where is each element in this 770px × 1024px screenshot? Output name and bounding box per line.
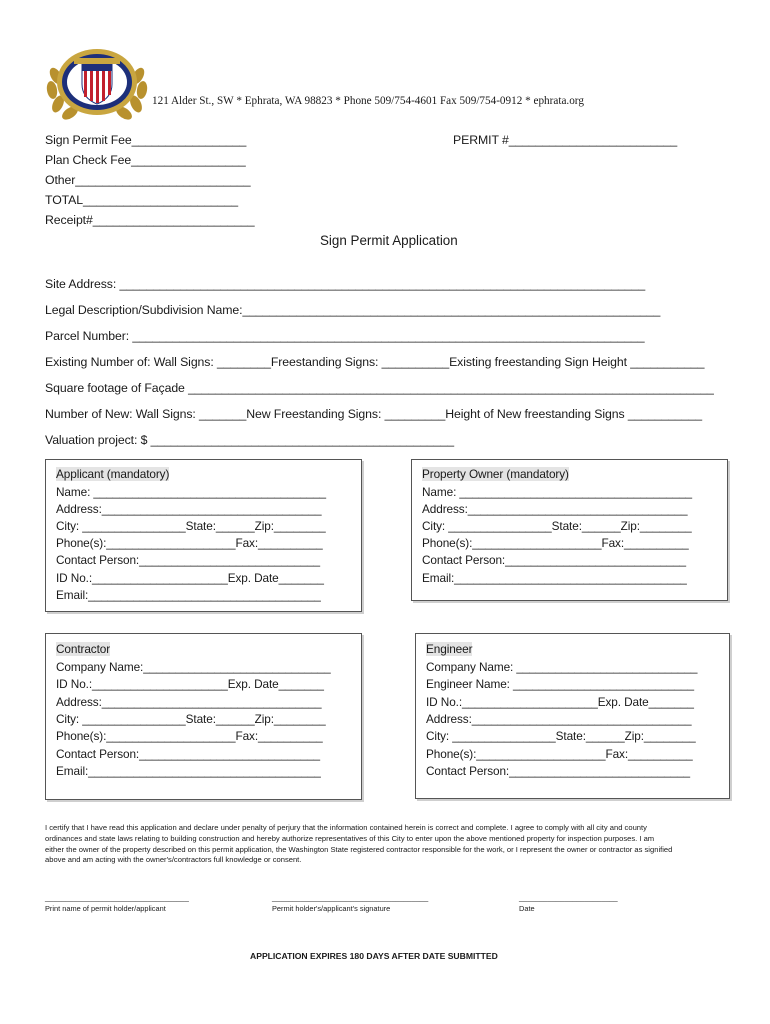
legal-description-field[interactable]: Legal Description/Subdivision Name:______________________________________________________________ — [45, 303, 661, 317]
owner-address-field[interactable]: Address:__________________________________ — [422, 502, 688, 516]
engineer-city-field[interactable]: City: ________________State:______Zip:________ — [426, 729, 696, 743]
engineer-name-field[interactable]: Engineer Name: ____________________________ — [426, 677, 694, 691]
engineer-address-field[interactable]: Address:__________________________________ — [426, 712, 692, 726]
contractor-city-field[interactable]: City: ________________State:______Zip:________ — [56, 712, 326, 726]
applicant-box — [45, 459, 362, 612]
owner-phone-field[interactable]: Phone(s):____________________Fax:__________ — [422, 536, 689, 550]
existing-signs-field[interactable]: Existing Number of: Wall Signs: ________Freestanding Signs: __________Existing freestanding Sign Height ___________ — [45, 355, 705, 369]
owner-contact-field[interactable]: Contact Person:____________________________ — [422, 553, 686, 567]
owner-name-field[interactable]: Name: ____________________________________ — [422, 485, 693, 499]
engineer-id-field[interactable]: ID No.:_____________________Exp. Date_______ — [426, 695, 694, 709]
header-address: 121 Alder St., SW * Ephrata, WA 98823 * Phone 509/754-4601 Fax 509/754-0912 * ephrata.org — [152, 95, 584, 107]
valuation-field[interactable]: Valuation project: $ _____________________________________________ — [45, 433, 454, 447]
signature-line[interactable]: ______________________________________ — [272, 893, 429, 902]
applicant-city-field[interactable]: City: ________________State:______Zip:________ — [56, 519, 326, 533]
engineer-phone-field[interactable]: Phone(s):____________________Fax:__________ — [426, 747, 693, 761]
applicant-address-field[interactable]: Address:__________________________________ — [56, 502, 322, 516]
new-signs-field[interactable]: Number of New: Wall Signs: _______New Freestanding Signs: _________Height of New freestanding Signs ___________ — [45, 407, 702, 421]
print-name-label: Print name of permit holder/applicant — [45, 904, 166, 913]
contractor-address-field[interactable]: Address:__________________________________ — [56, 695, 322, 709]
sign-permit-fee-field[interactable]: Sign Permit Fee_________________ — [45, 133, 247, 147]
permit-number-field[interactable]: PERMIT #_________________________ — [453, 133, 678, 147]
contractor-company-field[interactable]: Company Name:_____________________________ — [56, 660, 331, 674]
print-name-line[interactable]: ___________________________________ — [45, 893, 189, 902]
contractor-phone-field[interactable]: Phone(s):____________________Fax:__________ — [56, 729, 323, 743]
applicant-name-field[interactable]: Name: ____________________________________ — [56, 485, 327, 499]
contractor-title: Contractor — [56, 642, 111, 656]
owner-email-field[interactable]: Email:____________________________________ — [422, 571, 687, 585]
property-owner-box — [411, 459, 728, 601]
plan-check-fee-field[interactable]: Plan Check Fee_________________ — [45, 153, 246, 167]
certification-text: I certify that I have read this application and declare under penalty of perjury that the information contained herein is correct and complete. I agree to comply with all city and county ordinances and state laws relating to building construction and hereby authorize representatives of this City to enter upon the above mentioned property for inspection purposes. I am either the owner of the property described on this permit application, the Washington State registered contractor responsible for the work, or I represent the owner or contractor as signified above and am acting with the owner's/contractors full knowledge or consent. — [45, 823, 673, 865]
contractor-box — [45, 633, 362, 800]
parcel-number-field[interactable]: Parcel Number: ____________________________________________________________________________ — [45, 329, 645, 343]
engineer-title: Engineer — [426, 642, 473, 656]
signature-label: Permit holder's/applicant's signature — [272, 904, 391, 913]
owner-city-field[interactable]: City: ________________State:______Zip:________ — [422, 519, 692, 533]
page-title: Sign Permit Application — [320, 233, 458, 248]
engineer-contact-field[interactable]: Contact Person:____________________________ — [426, 764, 690, 778]
owner-title: Property Owner (mandatory) — [422, 467, 569, 481]
receipt-number-field[interactable]: Receipt#________________________ — [45, 213, 255, 227]
site-address-field[interactable]: Site Address: ______________________________________________________________________________ — [45, 277, 646, 291]
engineer-box — [415, 633, 730, 799]
date-label: Date — [519, 904, 535, 913]
contractor-email-field[interactable]: Email:____________________________________ — [56, 764, 321, 778]
expiry-notice: APPLICATION EXPIRES 180 DAYS AFTER DATE SUBMITTED — [250, 951, 498, 961]
engineer-company-field[interactable]: Company Name: ____________________________ — [426, 660, 698, 674]
applicant-contact-field[interactable]: Contact Person:____________________________ — [56, 553, 320, 567]
total-fee-field[interactable]: TOTAL_______________________ — [45, 193, 238, 207]
city-seal-logo — [44, 46, 150, 120]
contractor-contact-field[interactable]: Contact Person:____________________________ — [56, 747, 320, 761]
other-fee-field[interactable]: Other__________________________ — [45, 173, 251, 187]
contractor-id-field[interactable]: ID No.:_____________________Exp. Date_______ — [56, 677, 324, 691]
applicant-email-field[interactable]: Email:____________________________________ — [56, 588, 321, 602]
square-footage-field[interactable]: Square footage of Façade ______________________________________________________________________________ — [45, 381, 714, 395]
date-line[interactable]: ________________________ — [519, 893, 618, 902]
applicant-id-field[interactable]: ID No.:_____________________Exp. Date_______ — [56, 571, 324, 585]
applicant-phone-field[interactable]: Phone(s):____________________Fax:__________ — [56, 536, 323, 550]
applicant-title: Applicant (mandatory) — [56, 467, 170, 481]
